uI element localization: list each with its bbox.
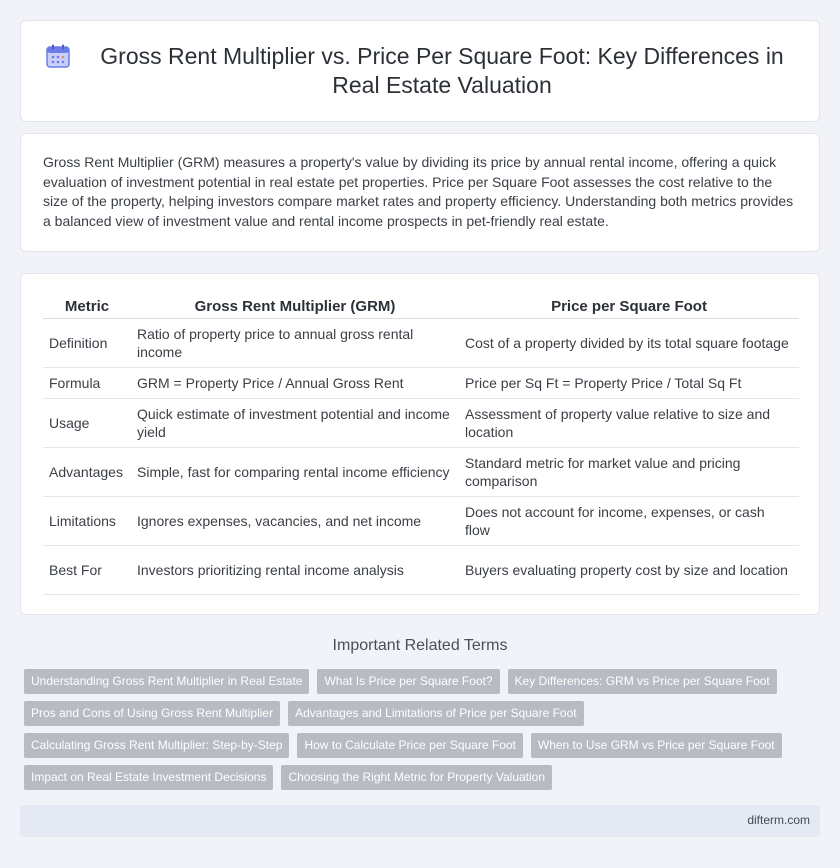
footer-bar — [20, 805, 820, 837]
table-row — [43, 497, 799, 546]
row-metric: Limitations — [43, 497, 131, 546]
table-row — [43, 319, 799, 368]
table-row — [43, 399, 799, 448]
row-price-per-sqft: Does not account for income, expenses, or cash flow — [459, 497, 799, 546]
tag-row — [24, 669, 824, 694]
row-price-per-sqft: Cost of a property divided by its total square footage — [459, 319, 799, 368]
row-grm: Quick estimate of investment potential and income yield — [131, 399, 459, 448]
table-header-row — [43, 296, 799, 319]
related-term-link[interactable]: When to Use GRM vs Price per Square Foot — [531, 733, 782, 758]
column-header-grm: Gross Rent Multiplier (GRM) — [131, 296, 459, 319]
row-price-per-sqft: Standard metric for market value and pricing comparison — [459, 448, 799, 497]
row-grm: Ratio of property price to annual gross rental income — [131, 319, 459, 368]
table-row — [43, 368, 799, 399]
tag-row — [24, 701, 824, 726]
row-metric: Best For — [43, 546, 131, 595]
row-grm: Investors prioritizing rental income analysis — [131, 546, 459, 595]
intro-text: Gross Rent Multiplier (GRM) measures a property's value by dividing its price by annual rental income, offering a quick evaluation of investment potential in real estate pet properties. Price per Square Foot assesses the cost relative to the size of the property, helping investors compare market rates and property efficiency. Understanding both metrics provides a balanced view of investment value and rental income prospects in pet-friendly real estate. — [43, 154, 794, 229]
related-term-link[interactable]: What Is Price per Square Foot? — [317, 669, 499, 694]
page-title: Gross Rent Multiplier vs. Price Per Square Foot: Key Differences in Real Estate Valuation — [100, 43, 784, 98]
header-card — [20, 20, 820, 122]
row-price-per-sqft: Buyers evaluating property cost by size and location — [459, 546, 799, 595]
row-metric: Definition — [43, 319, 131, 368]
row-metric: Usage — [43, 399, 131, 448]
related-terms-list — [24, 669, 824, 797]
column-header-metric: Metric — [43, 296, 131, 319]
related-term-link[interactable]: Advantages and Limitations of Price per Square Foot — [288, 701, 584, 726]
row-metric: Advantages — [43, 448, 131, 497]
table-row — [43, 448, 799, 497]
related-term-link[interactable]: Calculating Gross Rent Multiplier: Step-by-Step — [24, 733, 289, 758]
comparison-table-card — [20, 273, 820, 615]
tag-row — [24, 765, 824, 790]
related-term-link[interactable]: Choosing the Right Metric for Property Valuation — [281, 765, 552, 790]
related-term-link[interactable]: Understanding Gross Rent Multiplier in Real Estate — [24, 669, 309, 694]
row-price-per-sqft: Price per Sq Ft = Property Price / Total Sq Ft — [459, 368, 799, 399]
related-term-link[interactable]: Impact on Real Estate Investment Decisions — [24, 765, 273, 790]
related-term-link[interactable]: Pros and Cons of Using Gross Rent Multiplier — [24, 701, 280, 726]
row-metric: Formula — [43, 368, 131, 399]
related-term-link[interactable]: How to Calculate Price per Square Foot — [297, 733, 522, 758]
row-grm: Ignores expenses, vacancies, and net income — [131, 497, 459, 546]
related-terms-title: Important Related Terms — [332, 637, 508, 654]
table-row — [43, 546, 799, 595]
row-grm: Simple, fast for comparing rental income efficiency — [131, 448, 459, 497]
comparison-table — [43, 296, 799, 595]
calendar-icon — [45, 43, 71, 69]
column-header-price-per-sqft: Price per Square Foot — [459, 296, 799, 319]
footer-site-link[interactable]: difterm.com — [747, 813, 810, 827]
related-term-link[interactable]: Key Differences: GRM vs Price per Square Foot — [508, 669, 777, 694]
tag-row — [24, 733, 824, 758]
row-price-per-sqft: Assessment of property value relative to size and location — [459, 399, 799, 448]
row-grm: GRM = Property Price / Annual Gross Rent — [131, 368, 459, 399]
intro-card — [20, 133, 820, 252]
